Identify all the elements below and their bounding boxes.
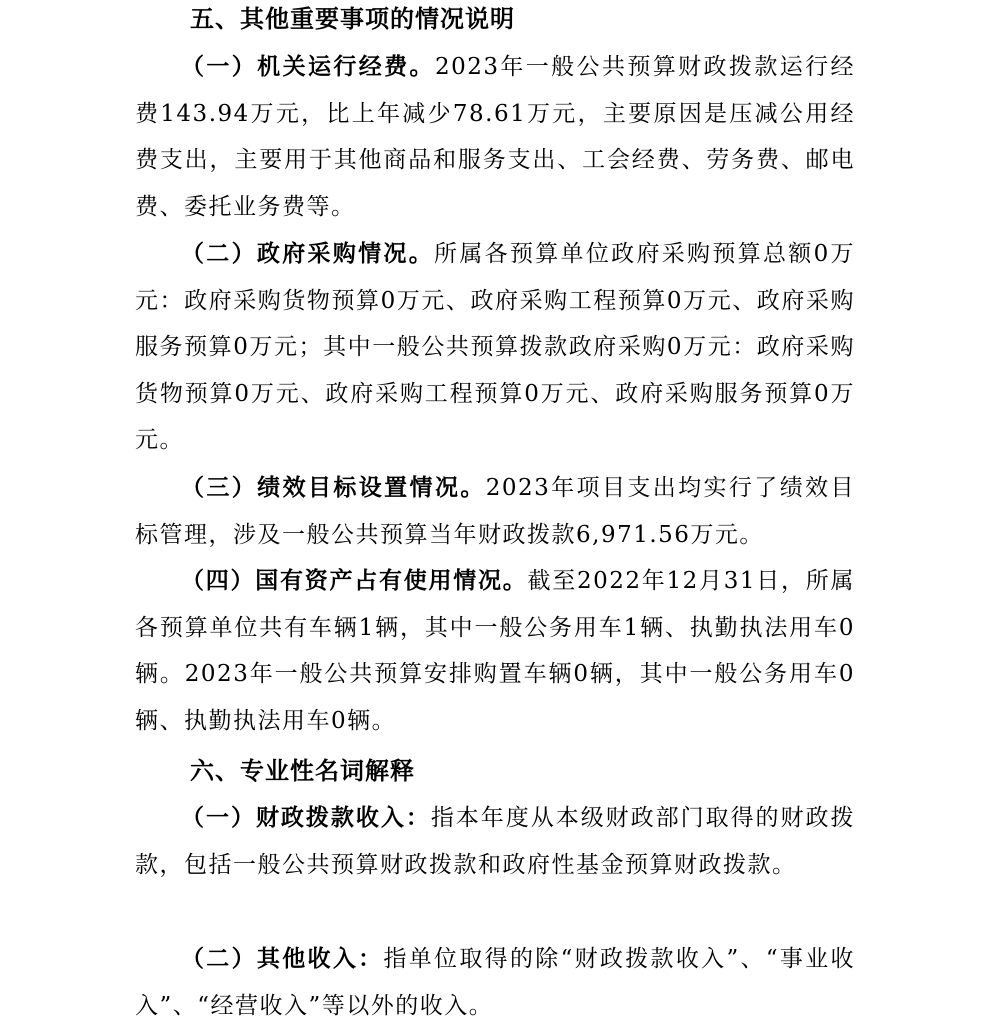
section-6-item-1 <box>135 795 855 888</box>
section-5-item-1 <box>135 44 855 230</box>
item-text: 2023年一般公共预算财政拨款运行经费143.94万元，比上年减少78.61万元，主要原因是压减公用经费支出，主要用于其他商品和服务支出、工会经费、劳务费、邮电费、委托业务费等。 <box>135 54 856 220</box>
section-6-heading: 六、专业性名词解释 <box>190 757 415 785</box>
section-5-heading: 五、其他重要事项的情况说明 <box>190 5 515 33</box>
item-text: 所属各预算单位政府采购预算总额0万元：政府采购货物预算0万元、政府采购工程预算0万元、政府采购服务预算0万元；其中一般公共预算拨款政府采购0万元：政府采购货物预算0万元、政府采购工程预算0万元、政府采购服务预算0万元。 <box>135 241 856 453</box>
item-text: 2023年项目支出均实行了绩效目标管理，涉及一般公共预算当年财政拨款6,971.56万元。 <box>135 475 855 548</box>
item-text: 指单位取得的除“财政拨款收入”、“事业收入”、“经营收入”等以外的收入。 <box>135 946 855 1019</box>
section-5-item-4 <box>135 558 855 744</box>
item-lead: （二）政府采购情况。 <box>181 241 435 267</box>
item-lead: （一）机关运行经费。 <box>181 54 435 80</box>
item-lead: （一）财政拨款收入： <box>181 805 431 831</box>
section-5-item-3 <box>135 465 855 558</box>
item-text: 指本年度从本级财政部门取得的财政拨款，包括一般公共预算财政拨款和政府性基金预算财政拨款。 <box>135 805 856 878</box>
item-lead: （四）国有资产占有使用情况。 <box>181 568 528 594</box>
item-lead: （二）其他收入： <box>181 946 384 972</box>
item-text: 截至2022年12月31日，所属各预算单位共有车辆1辆，其中一般公务用车1辆、执勤执法用车0辆。2023年一般公共预算安排购置车辆0辆，其中一般公务用车0辆、执勤执法用车0辆。 <box>135 568 856 734</box>
section-5-item-2 <box>135 231 855 464</box>
section-6-item-2 <box>135 936 855 1029</box>
item-lead: （三）绩效目标设置情况。 <box>181 475 486 501</box>
